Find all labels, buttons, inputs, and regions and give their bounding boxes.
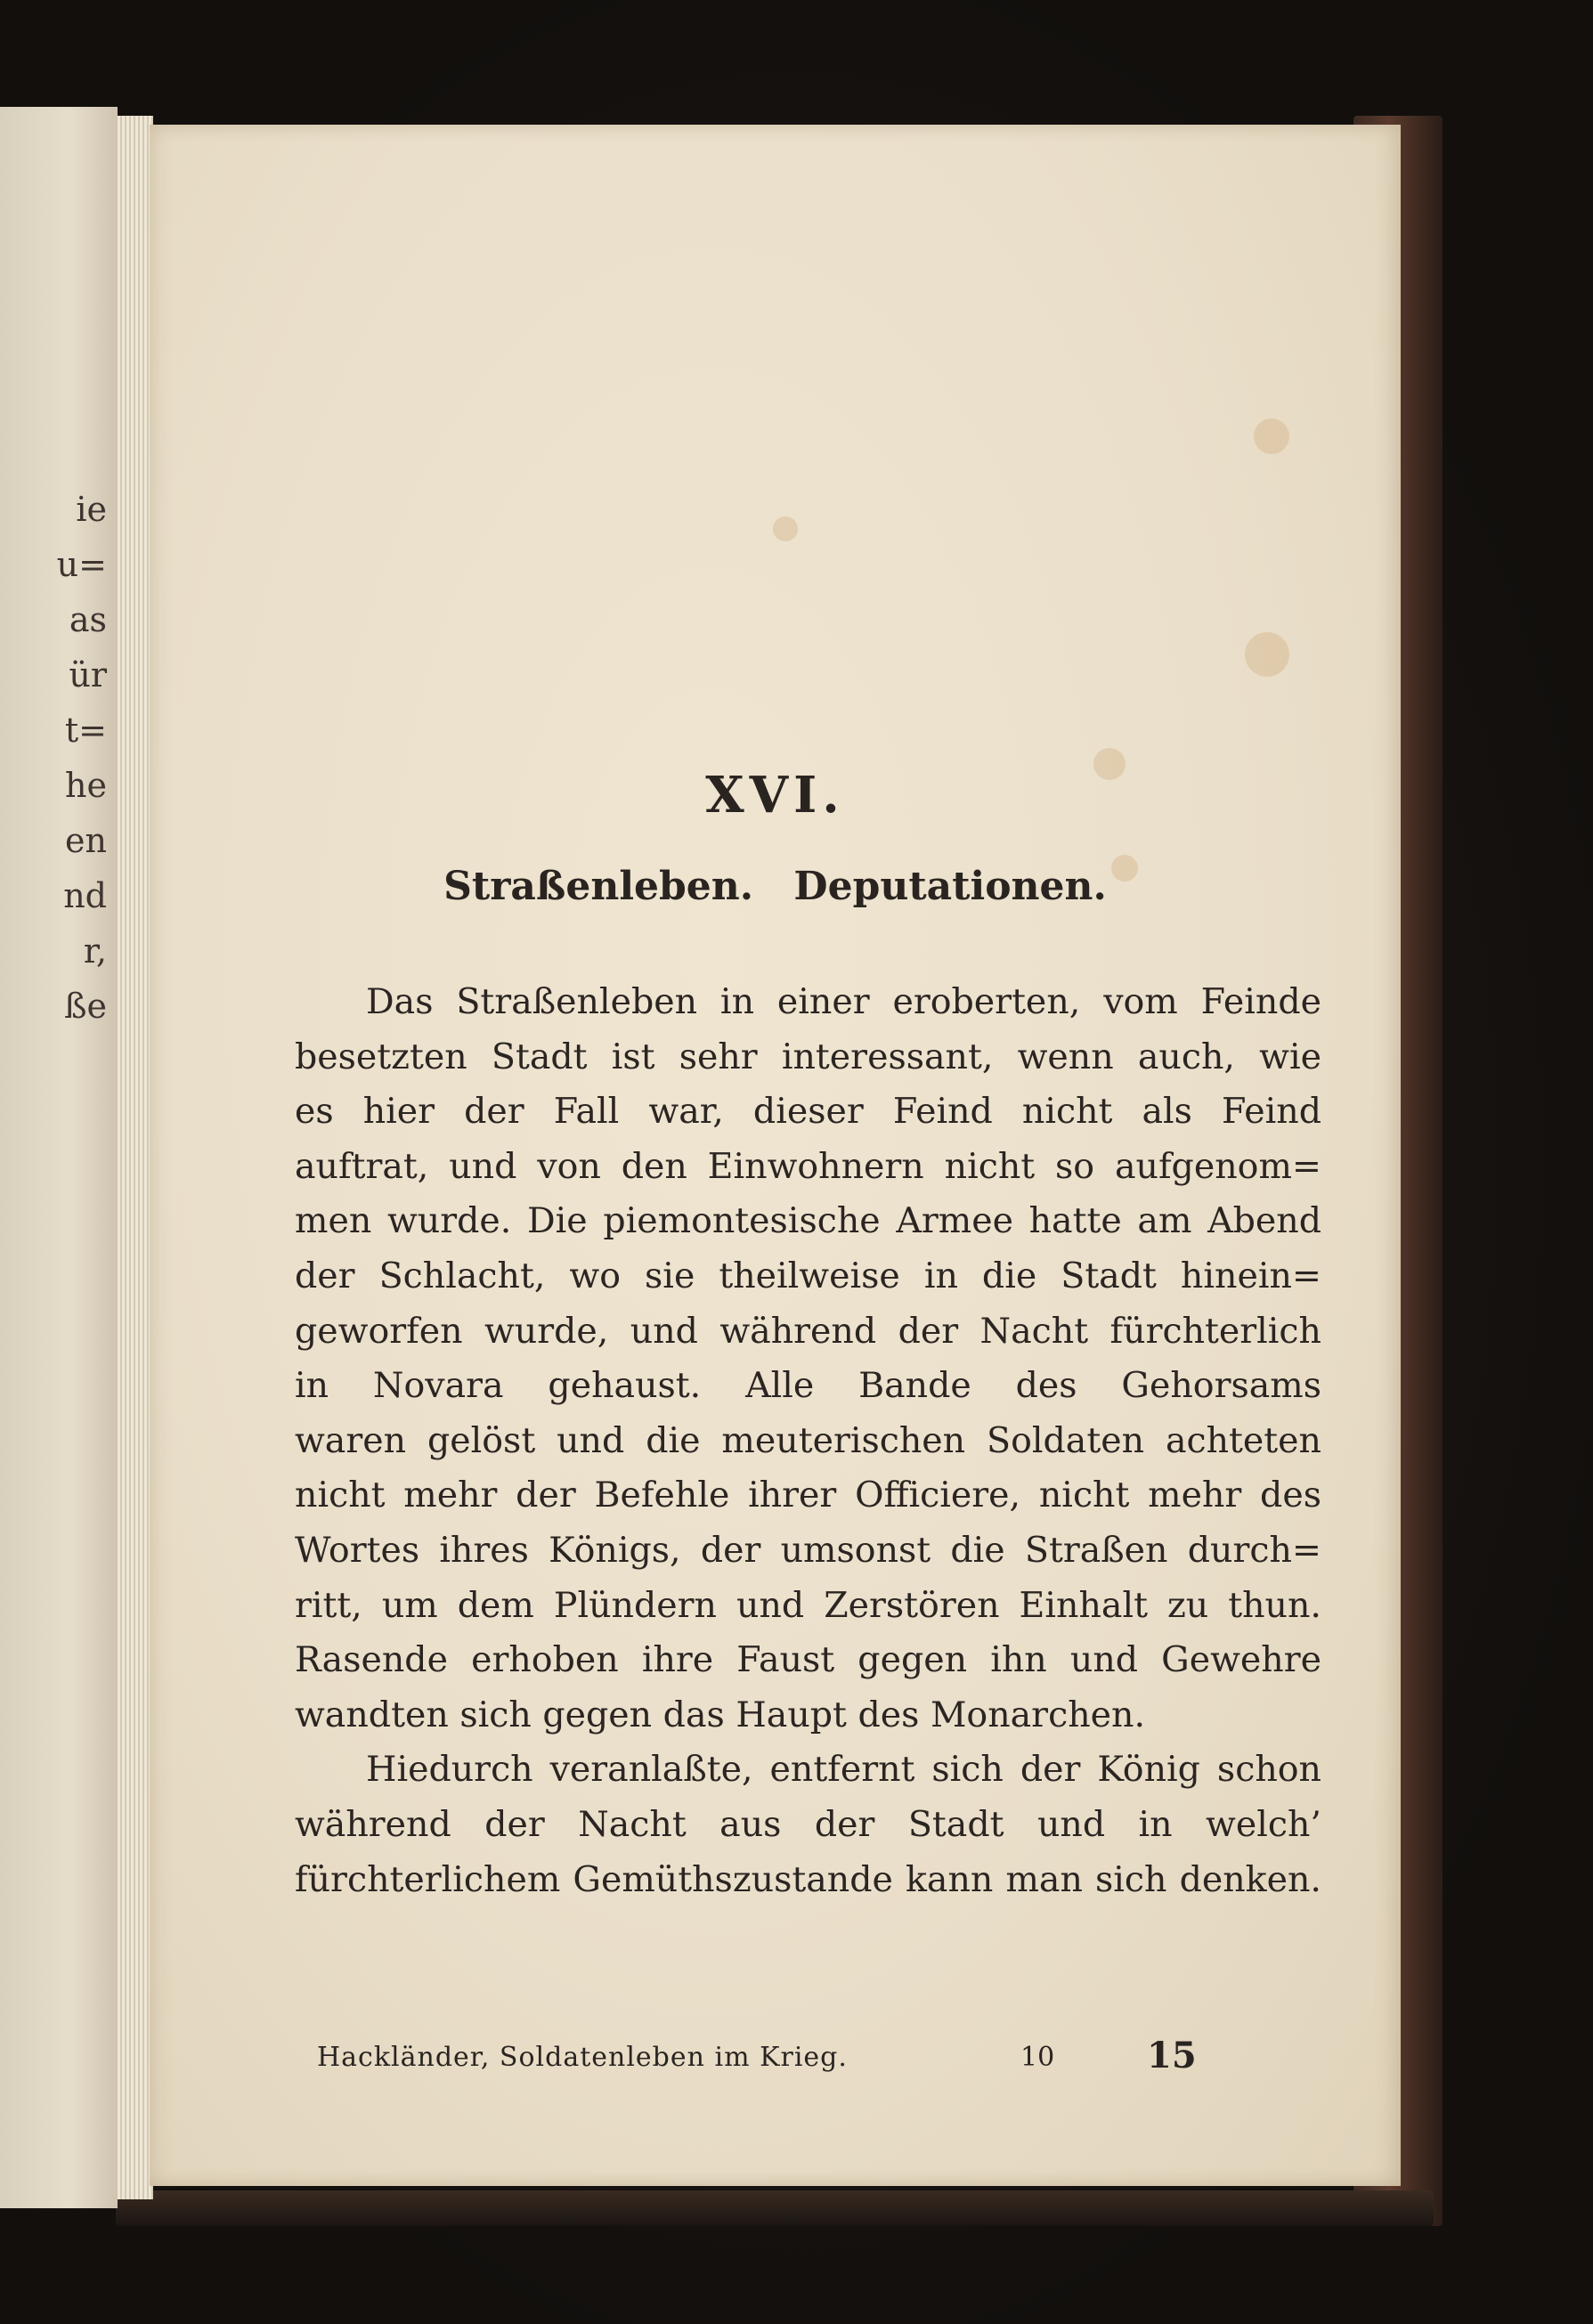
foxing-spot bbox=[1245, 632, 1289, 677]
foxing-spot bbox=[1254, 418, 1289, 454]
left-page-fragment: as bbox=[69, 600, 107, 639]
text-line: Das Straßenleben in einer eroberten, vom Feinde bbox=[366, 981, 1321, 1022]
left-page-fragment: ür bbox=[69, 655, 107, 695]
chapter-number: XVI. bbox=[705, 766, 845, 825]
text-line: wandten sich gegen das Haupt des Monarchen. bbox=[295, 1694, 1146, 1735]
text-line: in Novara gehaust. Alle Bande des Gehorsams bbox=[295, 1365, 1321, 1407]
text-line: Hiedurch veranlaßte, entfernt sich der König schon bbox=[366, 1749, 1321, 1791]
left-page-fragment: ße bbox=[64, 987, 107, 1026]
text-line: auftrat, und von den Einwohnern nicht so aufgenom= bbox=[295, 1145, 1321, 1187]
left-page-fragment: ie bbox=[76, 490, 107, 529]
left-page-fragment: nd bbox=[63, 876, 107, 915]
text-line: besetzten Stadt ist sehr interessant, wenn auch, wie bbox=[295, 1036, 1321, 1077]
text-line: fürchterlichem Gemüthszustande kann man sich denken. bbox=[295, 1858, 1321, 1900]
chapter-title: Straßenleben. Deputationen. bbox=[443, 864, 1107, 909]
left-page-fragment: he bbox=[65, 766, 107, 805]
left-page-fragment: u= bbox=[56, 545, 107, 584]
chapter-body bbox=[295, 975, 1321, 1907]
left-page bbox=[0, 107, 118, 2208]
left-page-fragment: r, bbox=[83, 931, 107, 971]
text-line: geworfen wurde, und während der Nacht fürchterlich bbox=[295, 1310, 1321, 1352]
signature-mark: Hackländer, Soldatenleben im Krieg. bbox=[317, 2042, 848, 2073]
page-number: 15 bbox=[1147, 2035, 1197, 2076]
text-line: waren gelöst und die meuterischen Soldaten achteten bbox=[295, 1419, 1321, 1461]
sheet-number: 10 bbox=[1020, 2042, 1055, 2073]
text-line: ritt, um dem Plündern und Zerstören Einhalt zu thun. bbox=[295, 1584, 1321, 1626]
left-page-fragment: t= bbox=[64, 711, 107, 750]
text-line: nicht mehr der Befehle ihrer Officiere, nicht mehr des bbox=[295, 1475, 1321, 1516]
left-page-fragment: en bbox=[65, 821, 107, 860]
text-line: es hier der Fall war, dieser Feind nicht als Feind bbox=[295, 1091, 1321, 1133]
page-stack-edges bbox=[118, 116, 153, 2199]
text-line: während der Nacht aus der Stadt und in welch’ bbox=[295, 1803, 1321, 1845]
text-line: men wurde. Die piemontesische Armee hatte am Abend bbox=[295, 1200, 1321, 1242]
book-cover-edge-bottom bbox=[116, 2190, 1434, 2226]
text-line: der Schlacht, wo sie theilweise in die Stadt hinein= bbox=[295, 1255, 1321, 1296]
foxing-spot bbox=[773, 516, 798, 541]
text-line: Wortes ihres Königs, der umsonst die Straßen durch= bbox=[295, 1529, 1321, 1571]
text-line: Rasende erhoben ihre Faust gegen ihn und Gewehre bbox=[295, 1639, 1321, 1681]
right-page bbox=[150, 125, 1401, 2186]
